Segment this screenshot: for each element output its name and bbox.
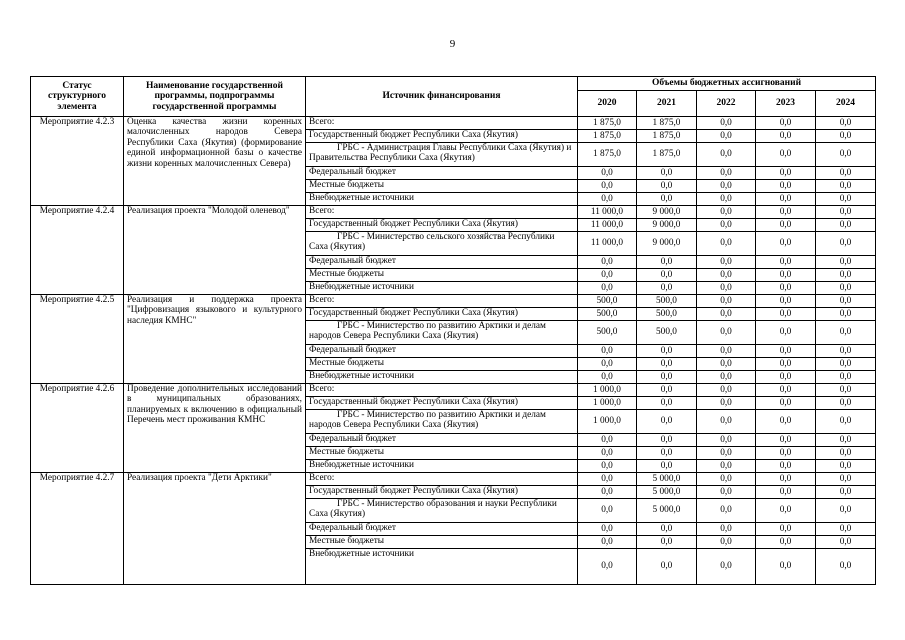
funding-source: Федеральный бюджет <box>306 434 578 447</box>
funding-source <box>306 410 578 434</box>
budget-value: 1 875,0 <box>637 143 697 167</box>
budget-value: 0,0 <box>816 434 876 447</box>
funding-source <box>306 499 578 523</box>
budget-value: 0,0 <box>697 486 756 499</box>
budget-value: 0,0 <box>816 232 876 256</box>
budget-value: 0,0 <box>816 523 876 536</box>
funding-source: Всего: <box>306 117 578 130</box>
budget-value: 0,0 <box>637 523 697 536</box>
funding-source <box>306 321 578 345</box>
budget-value: 0,0 <box>816 460 876 473</box>
budget-value: 0,0 <box>756 371 816 384</box>
funding-source: Местные бюджеты <box>306 447 578 460</box>
budget-value: 0,0 <box>816 117 876 130</box>
budget-value: 1 875,0 <box>637 117 697 130</box>
funding-source-text: ГРБС - Министерство образования и науки Республики Саха (Якутия) <box>309 499 557 520</box>
funding-source: Внебюджетные источники <box>306 460 578 473</box>
budget-value: 0,0 <box>816 358 876 371</box>
budget-value: 0,0 <box>697 295 756 308</box>
funding-source: Всего: <box>306 384 578 397</box>
budget-value: 0,0 <box>637 536 697 549</box>
activity-status: Мероприятие 4.2.6 <box>31 384 124 473</box>
budget-value: 1 875,0 <box>578 117 637 130</box>
header-source: Источник финансирования <box>306 77 578 117</box>
funding-source: Государственный бюджет Республики Саха (Якутия) <box>306 219 578 232</box>
budget-value: 500,0 <box>578 308 637 321</box>
budget-value: 0,0 <box>816 269 876 282</box>
table-row <box>31 117 876 130</box>
budget-value: 0,0 <box>697 536 756 549</box>
header-row-top <box>31 77 876 91</box>
budget-value: 1 875,0 <box>578 143 637 167</box>
budget-value: 0,0 <box>697 434 756 447</box>
budget-value: 0,0 <box>816 410 876 434</box>
budget-value: 0,0 <box>637 345 697 358</box>
budget-value: 0,0 <box>756 434 816 447</box>
header-year: 2024 <box>816 91 876 117</box>
budget-value: 1 000,0 <box>578 384 637 397</box>
budget-value: 0,0 <box>756 206 816 219</box>
budget-value: 1 875,0 <box>578 130 637 143</box>
budget-value: 0,0 <box>578 523 637 536</box>
budget-value: 0,0 <box>578 256 637 269</box>
budget-value: 0,0 <box>756 232 816 256</box>
budget-value: 0,0 <box>816 308 876 321</box>
budget-value: 0,0 <box>578 486 637 499</box>
budget-value: 0,0 <box>816 295 876 308</box>
budget-value: 0,0 <box>637 460 697 473</box>
budget-value: 0,0 <box>697 473 756 486</box>
funding-source: Государственный бюджет Республики Саха (Якутия) <box>306 130 578 143</box>
budget-value: 9 000,0 <box>637 206 697 219</box>
budget-value: 0,0 <box>816 282 876 295</box>
budget-value: 9 000,0 <box>637 219 697 232</box>
budget-value: 0,0 <box>637 397 697 410</box>
table-row <box>31 295 876 308</box>
budget-value: 500,0 <box>637 308 697 321</box>
activity-name: Оценка качества жизни коренных малочисленных народов Севера Республики Саха (Якутия) (формирование единой информационной базы о качестве жизни коренных малочисленных Севера) <box>124 117 306 206</box>
budget-value: 0,0 <box>578 536 637 549</box>
funding-source: Государственный бюджет Республики Саха (Якутия) <box>306 397 578 410</box>
budget-value: 0,0 <box>756 410 816 434</box>
activity-name: Реализация проекта "Дети Арктики" <box>124 473 306 585</box>
budget-value: 0,0 <box>756 523 816 536</box>
budget-value: 0,0 <box>697 206 756 219</box>
funding-source: Федеральный бюджет <box>306 256 578 269</box>
budget-value: 0,0 <box>578 549 637 585</box>
funding-source: Всего: <box>306 206 578 219</box>
header-year: 2020 <box>578 91 637 117</box>
funding-source-text: ГРБС - Министерство по развитию Арктики и делам народов Севера Республики Саха (Якутия) <box>309 410 546 431</box>
budget-value: 500,0 <box>637 321 697 345</box>
header-year: 2022 <box>697 91 756 117</box>
budget-value: 0,0 <box>697 358 756 371</box>
header-year: 2023 <box>756 91 816 117</box>
funding-source <box>306 232 578 256</box>
budget-value: 0,0 <box>697 523 756 536</box>
header-name: Наименование государственной программы, подпрограммы государственной программы <box>124 77 306 117</box>
budget-value: 0,0 <box>637 384 697 397</box>
budget-value: 0,0 <box>697 549 756 585</box>
budget-value: 0,0 <box>697 143 756 167</box>
budget-value: 0,0 <box>697 460 756 473</box>
funding-source-text: ГРБС - Министерство по развитию Арктики и делам народов Севера Республики Саха (Якутия) <box>309 321 546 342</box>
header-volumes: Объемы бюджетных ассигнований <box>578 77 876 91</box>
budget-value: 11 000,0 <box>578 232 637 256</box>
table-body <box>31 117 876 585</box>
budget-value: 0,0 <box>756 308 816 321</box>
budget-value: 0,0 <box>578 345 637 358</box>
budget-value: 0,0 <box>637 410 697 434</box>
budget-value: 0,0 <box>578 434 637 447</box>
budget-value: 0,0 <box>697 308 756 321</box>
budget-value: 0,0 <box>756 193 816 206</box>
budget-value: 0,0 <box>756 358 816 371</box>
budget-value: 0,0 <box>816 130 876 143</box>
budget-value: 0,0 <box>756 256 816 269</box>
budget-value: 0,0 <box>637 549 697 585</box>
budget-value: 1 875,0 <box>637 130 697 143</box>
budget-value: 0,0 <box>756 180 816 193</box>
budget-value: 0,0 <box>816 345 876 358</box>
budget-value: 0,0 <box>637 269 697 282</box>
budget-value: 0,0 <box>816 143 876 167</box>
budget-value: 0,0 <box>697 371 756 384</box>
budget-value: 0,0 <box>697 232 756 256</box>
budget-value: 5 000,0 <box>637 499 697 523</box>
budget-value: 0,0 <box>756 549 816 585</box>
funding-source: Внебюджетные источники <box>306 193 578 206</box>
activity-status: Мероприятие 4.2.5 <box>31 295 124 384</box>
budget-value: 0,0 <box>816 180 876 193</box>
funding-source: Федеральный бюджет <box>306 167 578 180</box>
budget-value: 0,0 <box>816 549 876 585</box>
budget-value: 1 000,0 <box>578 397 637 410</box>
budget-value: 0,0 <box>697 180 756 193</box>
header-year: 2021 <box>637 91 697 117</box>
budget-value: 0,0 <box>816 219 876 232</box>
activity-status: Мероприятие 4.2.4 <box>31 206 124 295</box>
funding-source: Государственный бюджет Республики Саха (Якутия) <box>306 486 578 499</box>
funding-source: Местные бюджеты <box>306 358 578 371</box>
budget-value: 0,0 <box>816 371 876 384</box>
funding-source: Федеральный бюджет <box>306 345 578 358</box>
budget-value: 0,0 <box>756 486 816 499</box>
budget-value: 11 000,0 <box>578 219 637 232</box>
budget-value: 500,0 <box>637 295 697 308</box>
budget-value: 0,0 <box>637 180 697 193</box>
budget-value: 0,0 <box>756 143 816 167</box>
budget-value: 0,0 <box>756 499 816 523</box>
funding-source: Местные бюджеты <box>306 269 578 282</box>
budget-value: 0,0 <box>697 410 756 434</box>
budget-value: 0,0 <box>637 434 697 447</box>
funding-source: Внебюджетные источники <box>306 282 578 295</box>
budget-value: 0,0 <box>756 397 816 410</box>
budget-value: 0,0 <box>756 269 816 282</box>
budget-table <box>30 76 876 585</box>
budget-value: 0,0 <box>697 282 756 295</box>
activity-name: Проведение дополнительных исследований в муниципальных образованиях, планируемых к включению в официальный Перечень мест проживания КМНС <box>124 384 306 473</box>
funding-source: Местные бюджеты <box>306 180 578 193</box>
budget-value: 0,0 <box>578 193 637 206</box>
budget-value: 0,0 <box>578 180 637 193</box>
budget-value: 0,0 <box>816 536 876 549</box>
funding-source: Государственный бюджет Республики Саха (Якутия) <box>306 308 578 321</box>
budget-value: 0,0 <box>697 269 756 282</box>
budget-value: 0,0 <box>756 473 816 486</box>
budget-value: 11 000,0 <box>578 206 637 219</box>
budget-value: 0,0 <box>578 282 637 295</box>
funding-source: Федеральный бюджет <box>306 523 578 536</box>
budget-value: 0,0 <box>637 256 697 269</box>
budget-value: 0,0 <box>697 447 756 460</box>
funding-source-text: ГРБС - Администрация Главы Республики Саха (Якутия) и Правительства Республики Саха (Якутия) <box>309 143 572 164</box>
activity-name: Реализация и поддержка проекта "Цифровизация языкового и культурного наследия КМНС" <box>124 295 306 384</box>
funding-source: Внебюджетные источники <box>306 549 578 585</box>
budget-value: 0,0 <box>756 117 816 130</box>
budget-value: 0,0 <box>816 167 876 180</box>
budget-value: 0,0 <box>637 282 697 295</box>
budget-value: 0,0 <box>756 460 816 473</box>
budget-value: 0,0 <box>697 193 756 206</box>
budget-value: 0,0 <box>816 499 876 523</box>
budget-value: 0,0 <box>816 447 876 460</box>
budget-value: 0,0 <box>697 345 756 358</box>
budget-value: 0,0 <box>697 256 756 269</box>
budget-value: 0,0 <box>637 358 697 371</box>
budget-value: 0,0 <box>816 193 876 206</box>
activity-name: Реализация проекта "Молодой оленевод" <box>124 206 306 295</box>
budget-value: 0,0 <box>756 536 816 549</box>
budget-value: 0,0 <box>756 130 816 143</box>
table-row <box>31 473 876 486</box>
budget-value: 0,0 <box>816 473 876 486</box>
budget-value: 0,0 <box>756 447 816 460</box>
budget-value: 0,0 <box>578 358 637 371</box>
budget-value: 0,0 <box>578 473 637 486</box>
funding-source: Всего: <box>306 295 578 308</box>
header-status: Статус структурного элемента <box>31 77 124 117</box>
budget-value: 0,0 <box>697 219 756 232</box>
funding-source: Местные бюджеты <box>306 536 578 549</box>
activity-status: Мероприятие 4.2.7 <box>31 473 124 585</box>
budget-value: 0,0 <box>816 397 876 410</box>
budget-value: 0,0 <box>697 117 756 130</box>
budget-value: 0,0 <box>756 345 816 358</box>
budget-value: 0,0 <box>637 447 697 460</box>
budget-value: 0,0 <box>697 499 756 523</box>
budget-value: 5 000,0 <box>637 473 697 486</box>
funding-source <box>306 143 578 167</box>
budget-value: 0,0 <box>697 397 756 410</box>
budget-value: 0,0 <box>697 384 756 397</box>
funding-source: Внебюджетные источники <box>306 371 578 384</box>
budget-value: 0,0 <box>578 269 637 282</box>
budget-value: 0,0 <box>637 371 697 384</box>
budget-value: 0,0 <box>816 256 876 269</box>
page-number: 9 <box>449 38 456 50</box>
budget-value: 0,0 <box>697 130 756 143</box>
budget-value: 0,0 <box>578 499 637 523</box>
budget-value: 0,0 <box>816 486 876 499</box>
budget-value: 0,0 <box>697 167 756 180</box>
budget-value: 0,0 <box>816 321 876 345</box>
budget-value: 9 000,0 <box>637 232 697 256</box>
budget-value: 0,0 <box>578 167 637 180</box>
budget-value: 1 000,0 <box>578 410 637 434</box>
budget-value: 0,0 <box>697 321 756 345</box>
budget-value: 500,0 <box>578 321 637 345</box>
budget-value: 0,0 <box>578 460 637 473</box>
budget-value: 0,0 <box>756 384 816 397</box>
budget-value: 0,0 <box>756 219 816 232</box>
funding-source-text: ГРБС - Министерство сельского хозяйства Республики Саха (Якутия) <box>309 232 555 253</box>
budget-value: 0,0 <box>756 167 816 180</box>
budget-value: 0,0 <box>578 447 637 460</box>
budget-value: 0,0 <box>578 371 637 384</box>
funding-source: Всего: <box>306 473 578 486</box>
budget-value: 0,0 <box>637 193 697 206</box>
budget-value: 0,0 <box>816 384 876 397</box>
budget-value: 0,0 <box>637 167 697 180</box>
budget-value: 5 000,0 <box>637 486 697 499</box>
budget-value: 0,0 <box>756 295 816 308</box>
table-row <box>31 384 876 397</box>
activity-status: Мероприятие 4.2.3 <box>31 117 124 206</box>
table-row <box>31 206 876 219</box>
budget-value: 0,0 <box>756 282 816 295</box>
budget-value: 0,0 <box>816 206 876 219</box>
budget-value: 500,0 <box>578 295 637 308</box>
budget-value: 0,0 <box>756 321 816 345</box>
